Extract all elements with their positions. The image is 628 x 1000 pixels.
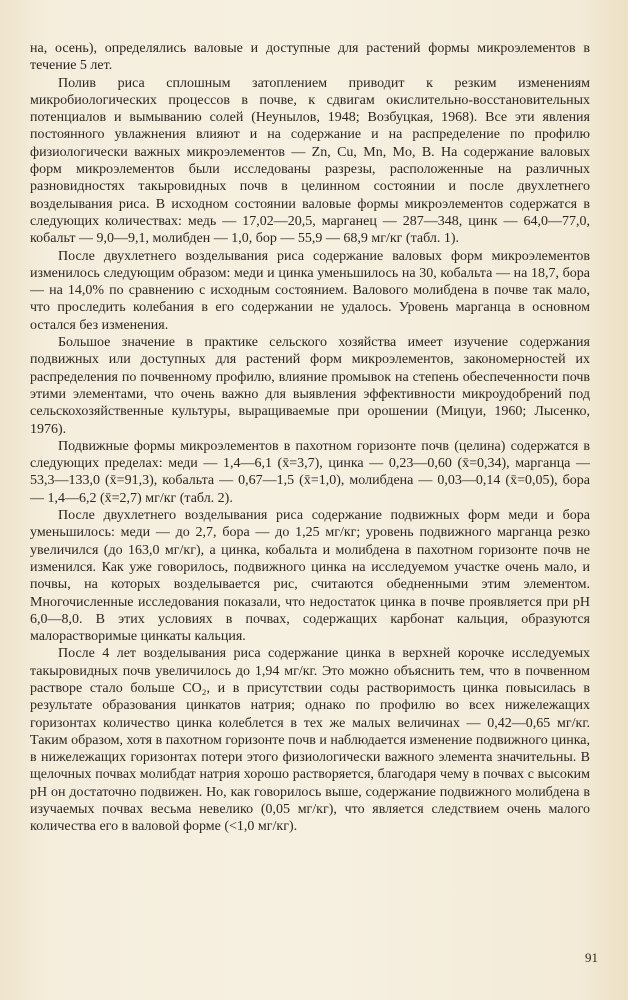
paragraph-4: Большое значение в практике сельского хозяйства имеет изучение содержания подвижных или доступных для растений форм микроэлементов, закономерностей их распределения по почвенному профилю, влияние промывок на степень обеспеченности почв этими элементами, что очень важно для выявления эффективности микроудобрений под сельскохозяйственные культуры, выращиваемые при орошении (Мицуи, 1960; Лысенко, 1976). (30, 335, 590, 437)
paragraph-3: После двухлетнего возделывания риса содержание валовых форм микроэлементов изменилось следующим образом: меди и цинка уменьшилось на 30, кобальта — на 18,7, бора — на 14,0% по сравнению с исходным состоянием. Валового молибдена в почве так мало, что проследить колебания в его содержании не удалось. Уровень марганца в основном остался без изменения. (30, 248, 590, 333)
paragraph-6: После двухлетнего возделывания риса содержание подвижных форм меди и бора уменьшилось: меди — до 2,7, бора — до 1,25 мг/кг; уровень подвижного марганца резко увеличился (до 163,0 мг/кг), а цинка, кобальта и молибдена в пахотном горизонте почв не изменился. Как уже говорилось, подвижного цинка на исследуемом участке очень мало, и почвы, на которых возделывается рис, считаются обедненными этим элементом. Многочисленные исследования показали, что недостаток цинка в почве проявляется при pH 6,0—8,0. В этих условиях в почвах, содержащих карбонат кальция, образуются малорастворимые цинкаты кальция. (30, 508, 590, 645)
paragraph-2: Полив риса сплошным затоплением приводит к резким изменениям микробиологических процессов в почве, к сдвигам окислительно-восстановительных потенциалов и вымыванию солей (Неунылов, 1948; Возбуцкая, 1968). Все эти явления постоянного увлажнения влияют и на содержание и на распределение по профилю физиологически важных микроэлементов — Zn, Cu, Mn, Mo, B. На содержание валовых форм микроэлементов были исследованы разрезы, расположенные на различных разновидностях такыровидных почв в целинном состоянии и после двухлетнего возделывания риса. В исходном состоянии валовые формы микроэлементов содержатся в следующих количествах: медь — 17,02—20,5, марганец — 287—348, цинк — 64,0—77,0, кобальт — 9,0—9,1, молибден — 1,0, бор — 55,9 — 68,9 мг/кг (табл. 1). (30, 75, 590, 247)
paragraph-7: После 4 лет возделывания риса содержание цинка в верхней корочке исследуемых такыровидных почв увеличилось до 1,94 мг/кг. Это можно объяснить тем, что в почвенном растворе стало больше CO₂, и в присутствии соды растворимость цинка повысилась в результате образования цинкатов натрия; однако по профилю во всех нижележащих горизонтах количество цинка колеблется в тех же малых величинах — 0,42—0,65 мг/кг. Таким образом, хотя в пахотном горизонте почв и наблюдается изменение подвижного цинка, в нижележащих горизонтах потери этого физиологически важного элемента значительны. В щелочных почвах молибдат натрия хорошо растворяется, благодаря чему в почвах с высоким pH он достаточно подвижен. Но, как говорилось выше, содержание подвижного молибдена в изучаемых почвах весьма невелико (0,05 мг/кг), что является следствием очень малого количества его в валовой форме (<1,0 мг/кг). (30, 646, 590, 835)
body-text (30, 40, 590, 836)
page-number: 91 (585, 950, 598, 965)
paragraph-1: на, осень), определялись валовые и доступные для растений формы микроэлементов в течение 5 лет. (30, 41, 590, 74)
paragraph-5: Подвижные формы микроэлементов в пахотном горизонте почв (целина) содержатся в следующих пределах: меди — 1,4—6,1 (x̄=3,7), цинка — 0,23—0,60 (x̄=0,34), марганца — 53,3—133,0 (x̄=91,3), кобальта — 0,67—1,5 (x̄=1,0), молибдена — 0,03—0,14 (x̄=0,05), бора — 1,4—6,2 (x̄=2,7) мг/кг (табл. 2). (30, 438, 590, 506)
